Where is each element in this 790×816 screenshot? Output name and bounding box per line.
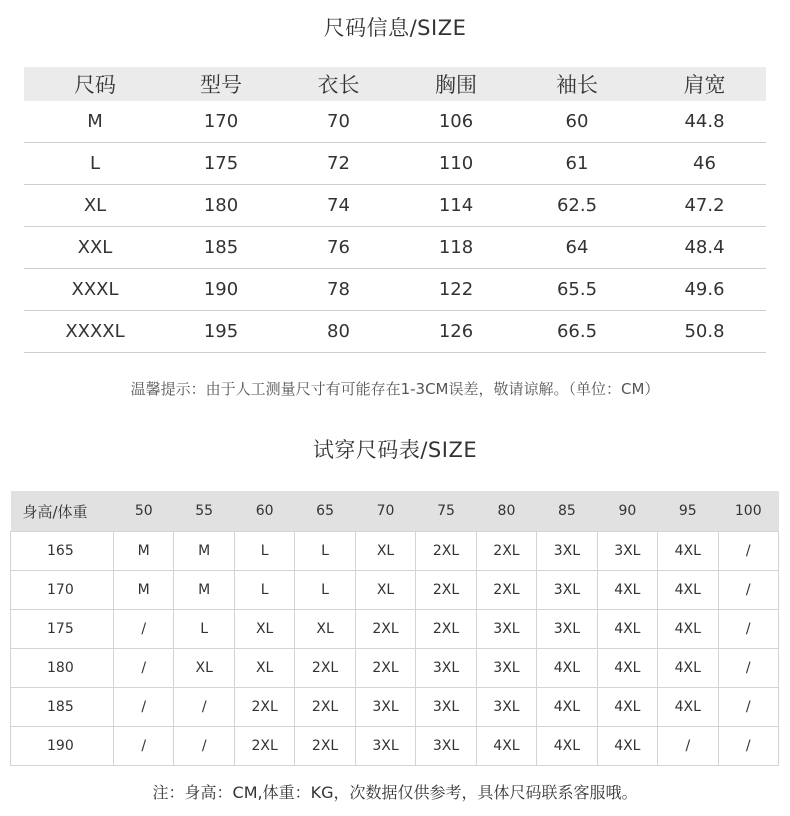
- fit-table-cell: 2XL: [234, 727, 294, 766]
- fit-table-cell: 2XL: [416, 571, 476, 610]
- fit-table-cell: 2XL: [295, 727, 355, 766]
- size-table-header-cell: 型号: [166, 67, 276, 101]
- fit-table-weight-header: 65: [295, 491, 355, 532]
- size-table-cell: 170: [166, 101, 276, 143]
- fit-table-row: [11, 727, 779, 766]
- size-table-cell: 64: [511, 227, 643, 269]
- size-table-row: [24, 185, 766, 227]
- fit-chart-table: [10, 491, 779, 766]
- fit-table-weight-header: 60: [234, 491, 294, 532]
- fit-table-cell: /: [718, 688, 778, 727]
- size-table-cell: 185: [166, 227, 276, 269]
- size-table-header-cell: 胸围: [401, 67, 511, 101]
- fit-table-weight-header: 55: [174, 491, 234, 532]
- fit-table-cell: XL: [234, 610, 294, 649]
- fit-chart-note: 注：身高：CM,体重：KG，次数据仅供参考，具体尺码联系客服哦。: [152, 783, 638, 802]
- fit-chart-title: 试穿尺码表/SIZE: [312, 438, 478, 462]
- fit-table-height-cell: 190: [11, 727, 114, 766]
- fit-table-cell: 4XL: [597, 727, 657, 766]
- fit-table-cell: 4XL: [597, 571, 657, 610]
- size-table-cell: 66.5: [511, 311, 643, 353]
- fit-table-cell: 4XL: [597, 688, 657, 727]
- fit-table-cell: /: [174, 688, 234, 727]
- fit-table-cell: 4XL: [658, 688, 718, 727]
- fit-table-cell: XL: [355, 571, 415, 610]
- fit-table-cell: XL: [174, 649, 234, 688]
- fit-table-cell: 4XL: [658, 571, 718, 610]
- fit-table-weight-header: 85: [537, 491, 597, 532]
- fit-table-cell: 3XL: [416, 727, 476, 766]
- fit-table-cell: 3XL: [476, 649, 536, 688]
- fit-table-cell: 3XL: [537, 610, 597, 649]
- fit-table-cell: 2XL: [355, 649, 415, 688]
- fit-table-cell: XL: [234, 649, 294, 688]
- fit-table-weight-header: 70: [355, 491, 415, 532]
- size-table-cell: 70: [276, 101, 401, 143]
- fit-table-cell: 2XL: [295, 688, 355, 727]
- fit-table-weight-header: 75: [416, 491, 476, 532]
- size-table-cell: 122: [401, 269, 511, 311]
- fit-table-cell: 3XL: [355, 727, 415, 766]
- size-table-cell: 72: [276, 143, 401, 185]
- fit-table-cell: M: [174, 571, 234, 610]
- size-table-cell: 126: [401, 311, 511, 353]
- size-table-row: [24, 143, 766, 185]
- fit-table-cell: 3XL: [537, 571, 597, 610]
- size-info-table: [24, 67, 766, 353]
- fit-table-cell: 3XL: [416, 649, 476, 688]
- size-table-cell: 62.5: [511, 185, 643, 227]
- fit-table-cell: 4XL: [597, 610, 657, 649]
- fit-table-cell: /: [174, 727, 234, 766]
- fit-table-cell: /: [114, 610, 174, 649]
- fit-table-height-cell: 170: [11, 571, 114, 610]
- size-table-cell: 74: [276, 185, 401, 227]
- fit-table-weight-header: 80: [476, 491, 536, 532]
- size-table-row: [24, 227, 766, 269]
- size-table-cell: L: [24, 143, 166, 185]
- fit-table-cell: 4XL: [537, 727, 597, 766]
- fit-table-cell: 2XL: [234, 688, 294, 727]
- size-table-cell: 118: [401, 227, 511, 269]
- fit-table-height-cell: 165: [11, 532, 114, 571]
- fit-table-cell: 3XL: [537, 532, 597, 571]
- fit-table-weight-header: 100: [718, 491, 778, 532]
- fit-table-cell: /: [718, 610, 778, 649]
- size-table-cell: 46: [643, 143, 766, 185]
- fit-table-cell: /: [718, 727, 778, 766]
- size-table-cell: 80: [276, 311, 401, 353]
- fit-table-cell: 3XL: [355, 688, 415, 727]
- size-table-row: [24, 269, 766, 311]
- size-table-cell: XXL: [24, 227, 166, 269]
- size-table-cell: 60: [511, 101, 643, 143]
- fit-table-cell: /: [718, 532, 778, 571]
- fit-table-cell: 4XL: [658, 649, 718, 688]
- fit-table-cell: 2XL: [476, 532, 536, 571]
- fit-table-cell: /: [114, 727, 174, 766]
- fit-table-cell: XL: [295, 610, 355, 649]
- size-table-cell: XL: [24, 185, 166, 227]
- size-table-header-cell: 衣长: [276, 67, 401, 101]
- fit-table-cell: 4XL: [658, 610, 718, 649]
- fit-table-cell: 2XL: [355, 610, 415, 649]
- fit-table-height-cell: 185: [11, 688, 114, 727]
- size-table-row: [24, 101, 766, 143]
- fit-table-cell: L: [234, 571, 294, 610]
- size-table-cell: 44.8: [643, 101, 766, 143]
- size-table-cell: 190: [166, 269, 276, 311]
- size-table-cell: M: [24, 101, 166, 143]
- fit-table-row: [11, 571, 779, 610]
- fit-table-cell: /: [718, 571, 778, 610]
- size-table-cell: 180: [166, 185, 276, 227]
- fit-table-height-cell: 180: [11, 649, 114, 688]
- size-table-cell: XXXL: [24, 269, 166, 311]
- fit-table-cell: /: [114, 688, 174, 727]
- fit-table-cell: 4XL: [537, 688, 597, 727]
- size-table-cell: 65.5: [511, 269, 643, 311]
- fit-table-cell: M: [174, 532, 234, 571]
- fit-table-cell: M: [114, 532, 174, 571]
- fit-table-cell: 3XL: [597, 532, 657, 571]
- fit-table-cell: 3XL: [476, 610, 536, 649]
- fit-table-cell: XL: [355, 532, 415, 571]
- size-table-header-cell: 肩宽: [643, 67, 766, 101]
- fit-table-cell: 3XL: [476, 688, 536, 727]
- fit-table-cell: 2XL: [416, 532, 476, 571]
- fit-table-corner-label: 身高/体重: [11, 491, 114, 532]
- fit-table-cell: 4XL: [537, 649, 597, 688]
- size-table-cell: 78: [276, 269, 401, 311]
- fit-table-cell: 2XL: [295, 649, 355, 688]
- fit-table-row: [11, 532, 779, 571]
- fit-table-cell: L: [174, 610, 234, 649]
- size-table-cell: 195: [166, 311, 276, 353]
- size-table-cell: XXXXL: [24, 311, 166, 353]
- fit-table-header-row: [11, 491, 779, 532]
- fit-table-cell: /: [658, 727, 718, 766]
- size-table-cell: 50.8: [643, 311, 766, 353]
- measurement-note: 温馨提示：由于人工测量尺寸有可能存在1-3CM误差，敬请谅解。（单位：CM）: [130, 380, 660, 398]
- size-table-cell: 49.6: [643, 269, 766, 311]
- size-table-cell: 110: [401, 143, 511, 185]
- size-table-cell: 76: [276, 227, 401, 269]
- fit-table-cell: L: [295, 532, 355, 571]
- size-table-header-cell: 袖长: [511, 67, 643, 101]
- fit-table-cell: /: [718, 649, 778, 688]
- size-table-cell: 175: [166, 143, 276, 185]
- fit-table-height-cell: 175: [11, 610, 114, 649]
- fit-table-cell: 2XL: [416, 610, 476, 649]
- size-info-title: 尺码信息/SIZE: [323, 16, 467, 40]
- size-table-cell: 61: [511, 143, 643, 185]
- size-table-cell: 106: [401, 101, 511, 143]
- fit-table-weight-header: 50: [114, 491, 174, 532]
- fit-table-row: [11, 688, 779, 727]
- fit-table-cell: /: [114, 649, 174, 688]
- fit-table-cell: L: [295, 571, 355, 610]
- size-table-header-row: [24, 67, 766, 101]
- fit-table-weight-header: 90: [597, 491, 657, 532]
- fit-table-cell: 3XL: [416, 688, 476, 727]
- size-table-cell: 114: [401, 185, 511, 227]
- size-table-header-cell: 尺码: [24, 67, 166, 101]
- fit-table-weight-header: 95: [658, 491, 718, 532]
- size-table-cell: 47.2: [643, 185, 766, 227]
- size-table-row: [24, 311, 766, 353]
- size-table-cell: 48.4: [643, 227, 766, 269]
- fit-table-cell: L: [234, 532, 294, 571]
- fit-table-cell: M: [114, 571, 174, 610]
- fit-table-cell: 4XL: [476, 727, 536, 766]
- fit-table-cell: 4XL: [597, 649, 657, 688]
- fit-table-row: [11, 649, 779, 688]
- fit-table-cell: 2XL: [476, 571, 536, 610]
- fit-table-row: [11, 610, 779, 649]
- fit-table-cell: 4XL: [658, 532, 718, 571]
